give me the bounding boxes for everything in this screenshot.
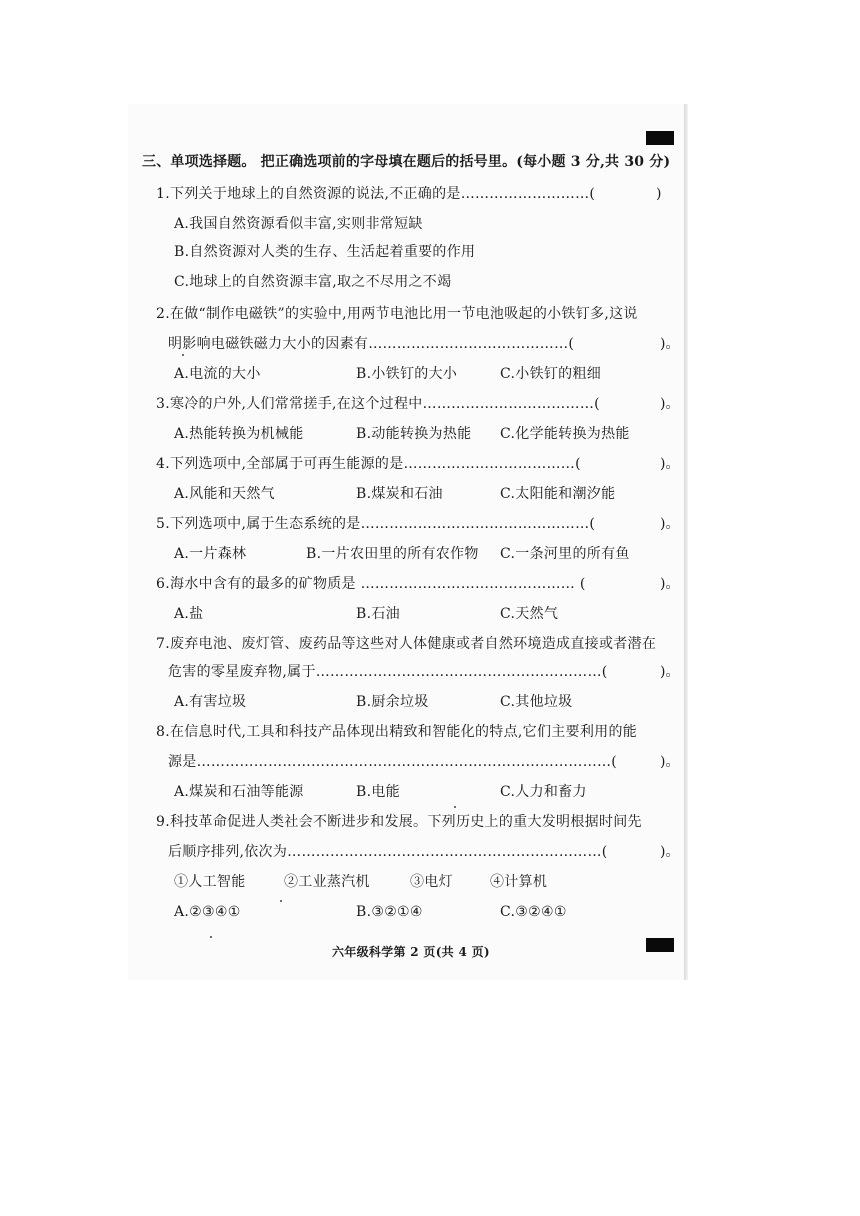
section-heading: 三、单项选择题。 把正确选项前的字母填在题后的括号里。(每小题 3 分,共 30 分) [142,154,671,170]
question-6-option-c: C.天然气 [500,606,559,622]
question-3-option-b: B.动能转换为热能 [356,426,472,442]
question-5-option-b: B.一片农田里的所有农作物 [306,546,479,562]
question-2-option-a: A.电流的大小 [174,366,261,382]
question-3-stem: 3.寒冷的户外,人们常常搓手,在这个过程中………………………………( [156,396,600,412]
question-9-option-a: A.②③④① [174,904,241,920]
question-9-paren-close: )。 [660,844,680,860]
question-5-paren-close: )。 [660,516,680,532]
question-1-paren-close: ) [656,186,662,202]
question-2-option-c: C.小铁钉的粗细 [500,366,602,382]
registration-mark-top [646,131,674,145]
scan-speck [182,354,184,356]
question-1-option-b: B.自然资源对人类的生存、生活起着重要的作用 [174,244,476,260]
question-9-stem-continued: 后顺序排列,依次为…………………………………………………………( [168,844,608,860]
question-7-option-b: B.厨余垃圾 [356,694,429,710]
page-fold-shadow [684,104,688,980]
question-1-stem: 1.下列关于地球上的自然资源的说法,不正确的是………………………( [156,186,596,202]
question-8-option-c: C.人力和畜力 [500,784,587,800]
question-7-stem: 7.废弃电池、废灯管、废药品等这些对人体健康或者自然环境造成直接或者潜在 [156,636,657,652]
question-1-option-a: A.我国自然资源看似丰富,实则非常短缺 [174,216,423,232]
question-4-paren-close: )。 [660,456,680,472]
question-4-option-c: C.太阳能和潮汐能 [500,486,616,502]
scan-speck [454,806,456,808]
question-1-option-c: C.地球上的自然资源丰富,取之不尽用之不竭 [174,274,452,290]
question-5-stem: 5.下列选项中,属于生态系统的是…………………………………………( [156,516,596,532]
question-2-stem: 2.在做“制作电磁铁”的实验中,用两节电池比用一节电池吸起的小铁钉多,这说 [156,306,638,322]
question-7-paren-close: )。 [660,664,680,680]
question-9-item-2: ②工业蒸汽机 [284,874,370,890]
question-9-item-3: ③电灯 [410,874,453,890]
question-8-stem-continued: 源是……………………………………………………………………………( [168,754,618,770]
question-9-option-c: C.③②④① [500,904,567,920]
question-7-stem-continued: 危害的零星废弃物,属于……………………………………………………( [168,664,608,680]
question-8-option-a: A.煤炭和石油等能源 [174,784,304,800]
question-4-stem: 4.下列选项中,全部属于可再生能源的是………………………………( [156,456,581,472]
question-6-stem: 6.海水中含有的最多的矿物质是 ……………………………………… ( [156,576,586,592]
question-8-paren-close: )。 [660,754,680,770]
question-8-stem: 8.在信息时代,工具和科技产品体现出精致和智能化的特点,它们主要利用的能 [156,724,638,740]
question-3-paren-close: )。 [660,396,680,412]
scan-speck [210,936,212,938]
question-9-stem: 9.科技革命促进人类社会不断进步和发展。下列历史上的重大发明根据时间先 [156,814,642,830]
question-7-option-c: C.其他垃圾 [500,694,573,710]
question-8-option-b: B.电能 [356,784,400,800]
question-6-option-a: A.盐 [174,606,204,622]
question-5-option-a: A.一片森林 [174,546,247,562]
question-2-paren-close: )。 [660,336,680,352]
page-footer: 六年级科学第 2 页(共 4 页) [332,945,490,959]
question-6-option-b: B.石油 [356,606,400,622]
question-4-option-a: A.风能和天然气 [174,486,275,502]
question-3-option-a: A.热能转换为机械能 [174,426,304,442]
question-9-item-4: ④计算机 [490,874,548,890]
question-6-paren-close: )。 [660,576,680,592]
registration-mark-bottom [646,938,674,952]
question-2-option-b: B.小铁钉的大小 [356,366,458,382]
question-4-option-b: B.煤炭和石油 [356,486,443,502]
question-3-option-c: C.化学能转换为热能 [500,426,630,442]
question-2-stem-continued: 明影响电磁铁磁力大小的因素有……………………………………( [168,336,575,352]
question-9-item-1: ①人工智能 [174,874,246,890]
question-7-option-a: A.有害垃圾 [174,694,247,710]
question-5-option-c: C.一条河里的所有鱼 [500,546,630,562]
scan-speck [280,900,282,902]
question-9-option-b: B.③②①④ [356,904,423,920]
